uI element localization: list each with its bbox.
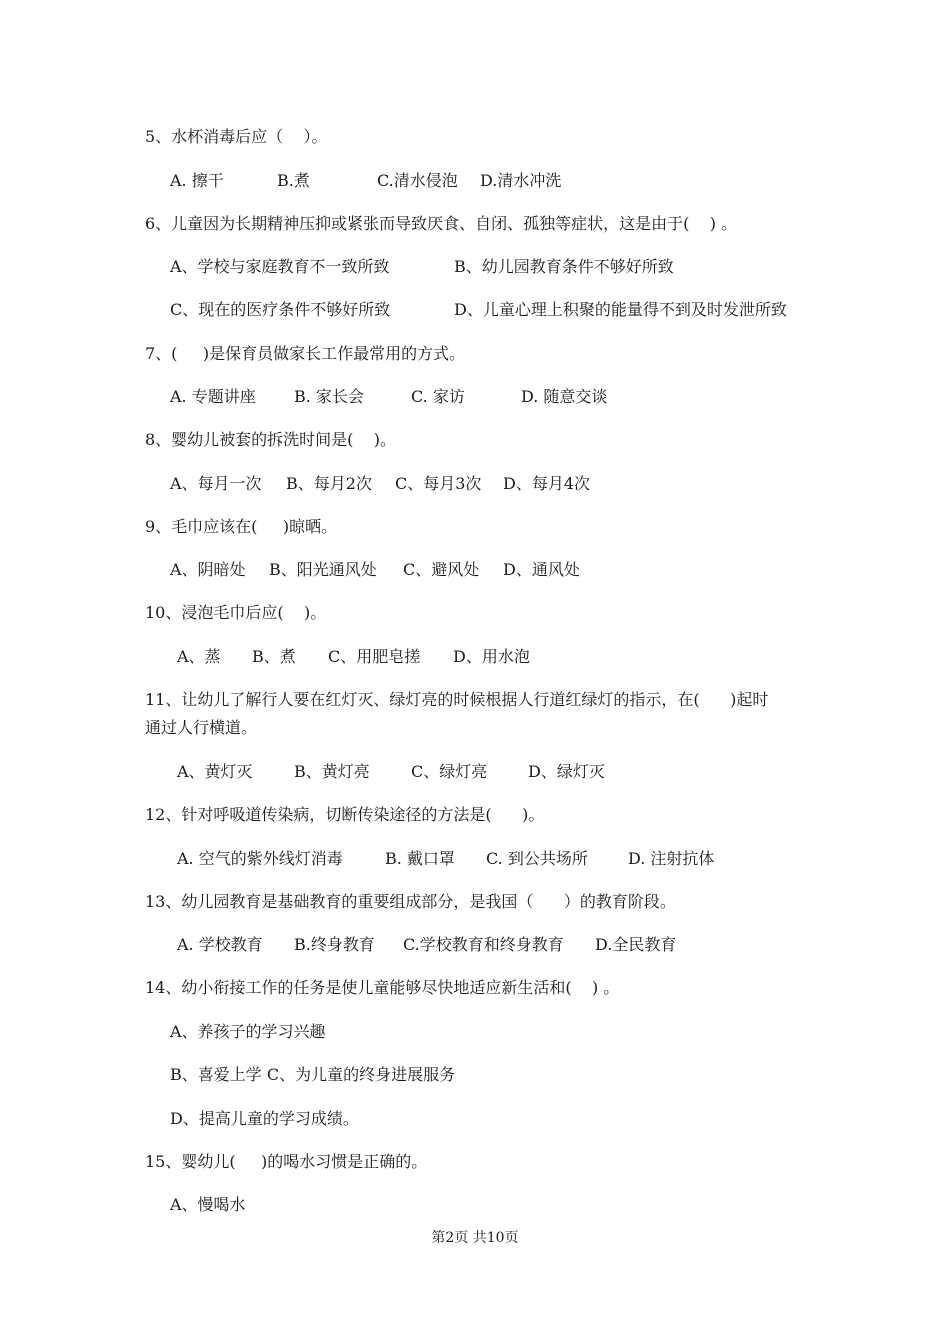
question-6-stem: 6、儿童因为长期精神压抑或紧张而导致厌食、自闭、孤独等症状，这是由于( ) 。 — [145, 214, 738, 233]
question-12-option-b: B. 戴口罩 — [385, 849, 455, 868]
question-5-option-b: B.煮 — [277, 171, 310, 190]
question-8-option-b: B、每月2次 — [286, 474, 372, 493]
question-12-option-a: A. 空气的紫外线灯消毒 — [177, 849, 343, 868]
question-15-stem: 15、婴幼儿( )的喝水习惯是正确的。 — [145, 1152, 428, 1171]
question-9-option-b: B、阳光通风处 — [269, 560, 377, 579]
question-11-stem-line1: 11、让幼儿了解行人要在红灯灭、绿灯亮的时候根据人行道红绿灯的指示，在( )起时 — [145, 690, 769, 709]
question-14-stem: 14、幼小衔接工作的任务是使儿童能够尽快地适应新生活和( ) 。 — [145, 978, 620, 997]
question-8-option-d: D、每月4次 — [503, 474, 591, 493]
question-7-option-a: A. 专题讲座 — [170, 387, 256, 406]
question-12-stem: 12、针对呼吸道传染病，切断传染途径的方法是( )。 — [145, 805, 545, 824]
question-10-option-c: C、用肥皂搓 — [328, 647, 421, 666]
question-13-option-a: A. 学校教育 — [177, 935, 263, 954]
question-10-option-a: A、蒸 — [177, 647, 221, 666]
question-7-option-b: B. 家长会 — [294, 387, 364, 406]
question-14-option-line2: B、喜爱上学 C、为儿童的终身进展服务 — [170, 1065, 456, 1084]
question-9-option-a: A、阴暗处 — [170, 560, 246, 579]
question-6-option-d: D、儿童心理上积聚的能量得不到及时发泄所致 — [454, 300, 787, 319]
question-11-option-a: A、黄灯灭 — [177, 762, 253, 781]
question-5-option-a: A. 擦干 — [170, 171, 224, 190]
question-15-option-line1: A、慢喝水 — [170, 1195, 246, 1214]
question-12-option-c: C. 到公共场所 — [486, 849, 588, 868]
question-13-option-b: B.终身教育 — [294, 935, 375, 954]
question-11-stem-line2: 通过人行横道。 — [145, 718, 258, 737]
page-footer-number: 第2页 共10页 — [431, 1230, 519, 1246]
question-11-option-b: B、黄灯亮 — [294, 762, 370, 781]
question-6-option-c: C、现在的医疗条件不够好所致 — [170, 300, 391, 319]
question-11-option-d: D、绿灯灭 — [528, 762, 605, 781]
question-9-option-c: C、避风处 — [403, 560, 480, 579]
question-10-option-b: B、煮 — [252, 647, 296, 666]
question-6-option-a: A、学校与家庭教育不一致所致 — [170, 257, 390, 276]
question-5-stem: 5、水杯消毒后应（ ）。 — [145, 127, 328, 146]
question-14-option-line1: A、养孩子的学习兴趣 — [170, 1022, 326, 1041]
question-8-stem: 8、婴幼儿被套的拆洗时间是( )。 — [145, 430, 397, 449]
question-9-option-d: D、通风处 — [503, 560, 580, 579]
question-11-option-c: C、绿灯亮 — [411, 762, 488, 781]
question-12-option-d: D. 注射抗体 — [628, 849, 715, 868]
question-7-option-c: C. 家访 — [411, 387, 465, 406]
question-5-option-c: C.清水侵泡 — [377, 171, 458, 190]
question-10-option-d: D、用水泡 — [453, 647, 530, 666]
question-6-option-b: B、幼儿园教育条件不够好所致 — [454, 257, 674, 276]
question-13-option-c: C.学校教育和终身教育 — [403, 935, 564, 954]
question-13-stem: 13、幼儿园教育是基础教育的重要组成部分，是我国（ ）的教育阶段。 — [145, 892, 676, 911]
question-14-option-line3: D、提高儿童的学习成绩。 — [170, 1109, 359, 1128]
question-7-stem: 7、( )是保育员做家长工作最常用的方式。 — [145, 344, 466, 363]
question-5-option-d: D.清水冲洗 — [480, 171, 562, 190]
question-7-option-d: D. 随意交谈 — [521, 387, 608, 406]
question-10-stem: 10、浸泡毛巾后应( )。 — [145, 603, 327, 622]
question-8-option-a: A、每月一次 — [170, 474, 262, 493]
question-8-option-c: C、每月3次 — [395, 474, 482, 493]
question-13-option-d: D.全民教育 — [595, 935, 677, 954]
question-9-stem: 9、毛巾应该在( )晾晒。 — [145, 517, 338, 536]
